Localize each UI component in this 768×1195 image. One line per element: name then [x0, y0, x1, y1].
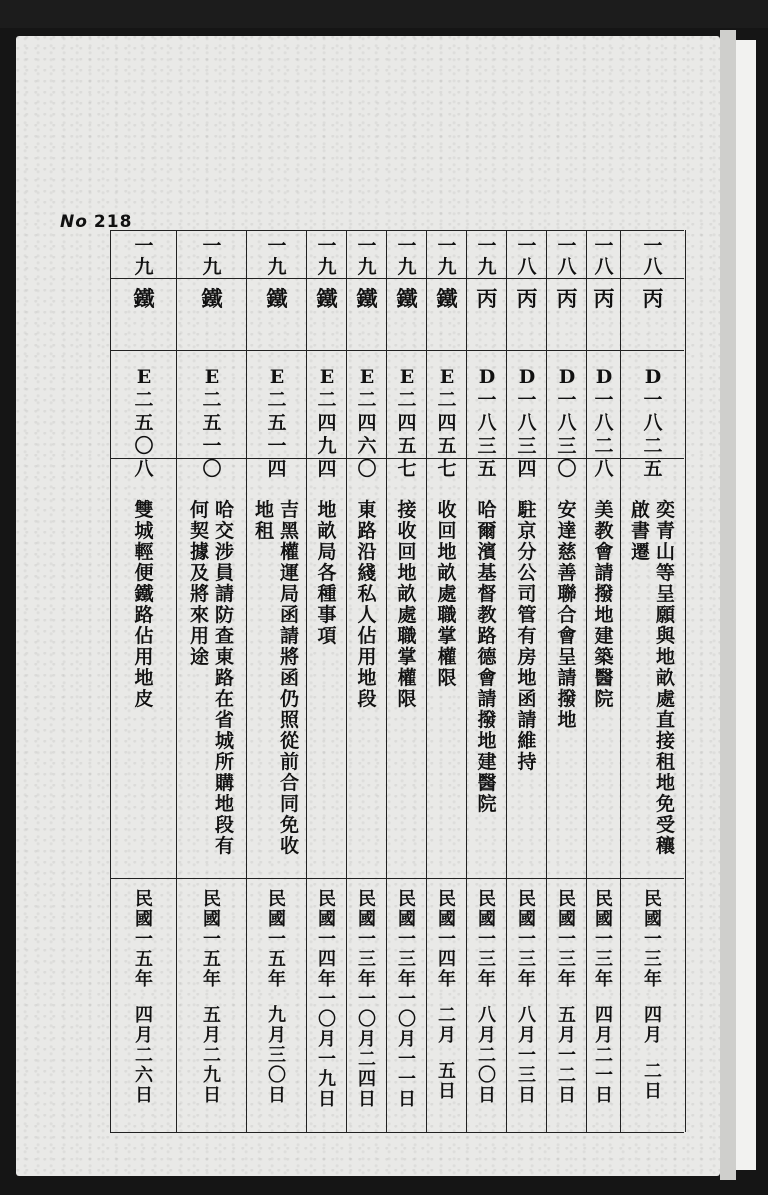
category: 丙 — [516, 286, 538, 311]
date: 民 國 一 五 年 九 月 三 〇 日 — [268, 889, 286, 1106]
table-column — [176, 230, 247, 1132]
description-line: 哈 交 涉 員 請 防 查 東 路 在 省 城 所 購 地 段 有 — [215, 499, 235, 857]
file-code: D 一 八 三 〇 — [557, 366, 577, 480]
table-column — [386, 230, 427, 1132]
description: 安 達 慈 善 聯 合 會 呈 請 撥 地 — [557, 499, 577, 731]
serial-number: 一 九 — [267, 235, 287, 278]
page-mark: No — [60, 212, 88, 232]
file-code: E 二 五 〇 八 — [134, 366, 154, 480]
date: 民 國 一 三 年 五 月 一 二 日 — [558, 889, 576, 1106]
serial-number: 一 九 — [437, 235, 457, 278]
category: 鐵 — [133, 286, 155, 311]
description: 接 收 回 地 畝 處 職 掌 權 限 — [397, 499, 417, 710]
file-code: D 一 八 二 五 — [643, 366, 663, 480]
table-column — [546, 230, 587, 1132]
serial-number: 一 八 — [594, 235, 614, 278]
table-column — [620, 230, 686, 1132]
serial-number: 一 九 — [134, 235, 154, 278]
description — [247, 500, 307, 857]
description — [177, 500, 247, 857]
date: 民 國 一 三 年 一 〇 月 一 一 日 — [398, 889, 416, 1110]
table-rule — [110, 1132, 684, 1133]
page-number — [60, 212, 132, 232]
table-column — [246, 230, 307, 1132]
file-code: E 二 四 六 〇 — [357, 366, 377, 480]
description: 收 回 地 畝 處 職 掌 權 限 — [437, 499, 457, 689]
date: 民 國 一 三 年 四 月 二 一 日 — [595, 889, 613, 1106]
file-code: E 二 四 九 四 — [317, 366, 337, 480]
category: 丙 — [476, 286, 498, 311]
serial-number: 一 九 — [477, 235, 497, 278]
table-column — [506, 230, 547, 1132]
file-code: E 二 五 一 四 — [267, 366, 287, 480]
table-column — [306, 230, 347, 1132]
description: 地 畝 局 各 種 事 項 — [317, 499, 337, 647]
page-edge — [720, 30, 736, 1180]
file-code: D 一 八 三 五 — [477, 366, 497, 480]
table-column — [346, 230, 387, 1132]
category: 鐵 — [266, 286, 288, 311]
category: 鐵 — [201, 286, 223, 311]
serial-number: 一 八 — [643, 235, 663, 278]
date: 民 國 一 四 年 一 〇 月 一 九 日 — [318, 889, 336, 1110]
date: 民 國 一 三 年 四 月 二 日 — [644, 889, 662, 1102]
description: 東 路 沿 綫 私 人 佔 用 地 段 — [357, 499, 377, 710]
description-line: 奕 青 山 等 呈 願 與 地 畝 處 直 接 租 地 免 受 穰 — [656, 499, 676, 857]
description-line: 地 租 — [254, 499, 274, 542]
table-column — [586, 230, 621, 1132]
category: 鐵 — [436, 286, 458, 311]
date: 民 國 一 三 年 一 〇 月 二 四 日 — [358, 889, 376, 1110]
category: 鐵 — [356, 286, 378, 311]
date: 民 國 一 五 年 四 月 二 六 日 — [135, 889, 153, 1106]
serial-number: 一 九 — [317, 235, 337, 278]
table-column — [110, 230, 177, 1132]
page-number-value: 218 — [93, 212, 133, 232]
category: 丙 — [556, 286, 578, 311]
description: 哈 爾 濱 基 督 教 路 德 會 請 撥 地 建 醫 院 — [477, 499, 497, 815]
description: 雙 城 輕 便 鐵 路 佔 用 地 皮 — [134, 499, 154, 710]
date: 民 國 一 三 年 八 月 二 〇 日 — [478, 889, 496, 1106]
description — [621, 500, 685, 857]
date: 民 國 一 三 年 八 月 一 三 日 — [518, 889, 536, 1106]
file-code: E 二 四 五 七 — [397, 366, 417, 480]
serial-number: 一 八 — [517, 235, 537, 278]
table-column — [466, 230, 507, 1132]
category: 鐵 — [396, 286, 418, 311]
serial-number: 一 九 — [397, 235, 417, 278]
description-line: 何 契 據 及 將 來 用 途 — [189, 499, 209, 668]
file-code: E 二 五 一 〇 — [202, 366, 222, 480]
table-column — [426, 230, 467, 1132]
file-code: D 一 八 二 八 — [594, 366, 614, 480]
category: 鐵 — [316, 286, 338, 311]
description: 美 教 會 請 撥 地 建 築 醫 院 — [594, 499, 614, 710]
category: 丙 — [642, 286, 664, 311]
file-code: D 一 八 三 四 — [517, 366, 537, 480]
serial-number: 一 九 — [357, 235, 377, 278]
date: 民 國 一 五 年 五 月 二 九 日 — [203, 889, 221, 1106]
date: 民 國 一 四 年 二 月 五 日 — [438, 889, 456, 1102]
description: 駐 京 分 公 司 管 有 房 地 函 請 維 持 — [517, 499, 537, 773]
serial-number: 一 八 — [557, 235, 577, 278]
description-line: 啟 書 遷 — [630, 499, 650, 563]
category: 丙 — [593, 286, 615, 311]
file-code: E 二 四 五 七 — [437, 366, 457, 480]
serial-number: 一 九 — [202, 235, 222, 278]
book-spine — [0, 0, 768, 28]
description-line: 吉 黑 權 運 局 函 請 將 函 仍 照 從 前 合 同 免 收 — [280, 499, 300, 857]
page-edge-outer — [736, 40, 756, 1170]
